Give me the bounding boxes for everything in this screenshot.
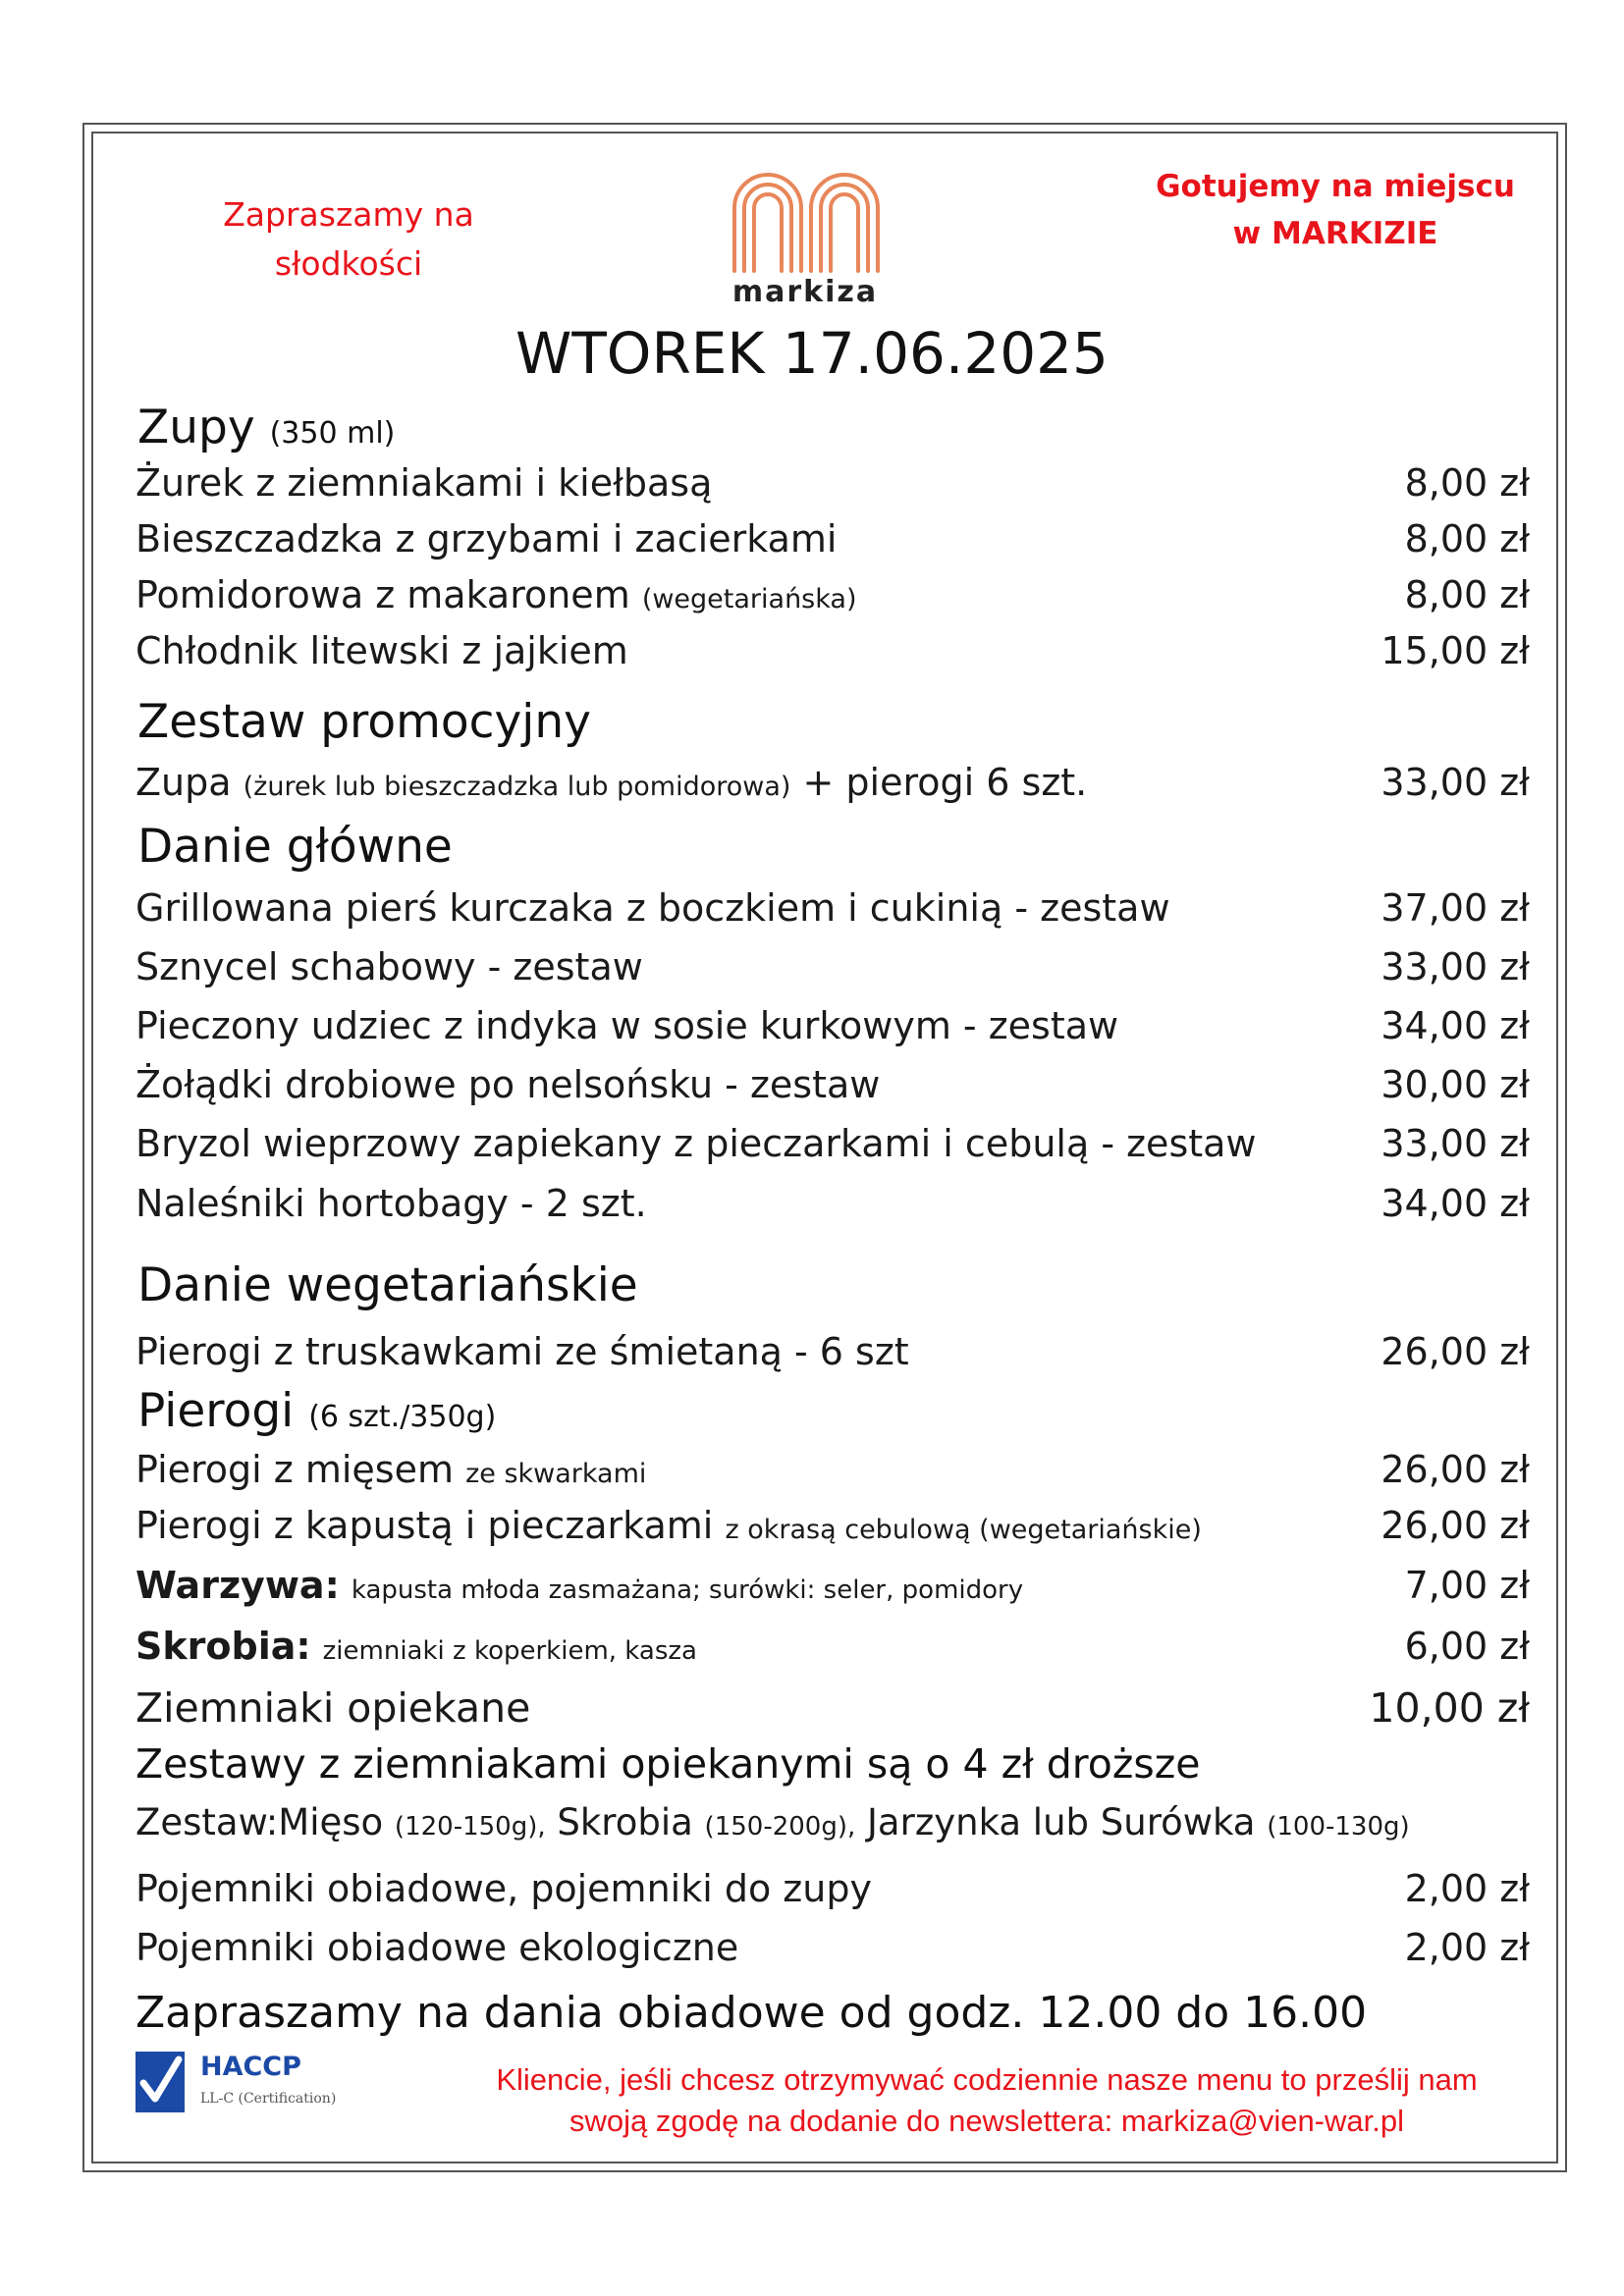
pierogi-note: ze skwarkami xyxy=(465,1459,647,1489)
haccp-subtitle: LL-C (Certification) xyxy=(200,2091,337,2107)
starch-wrap xyxy=(135,1625,697,1668)
soup-row xyxy=(135,517,1530,566)
soup-price: 8,00 zł xyxy=(1404,461,1530,505)
soup-name-wrap xyxy=(135,573,857,616)
roasted-potatoes-note: Zestawy z ziemniakami opiekanymi są o 4 zł droższe xyxy=(135,1740,1201,1788)
roasted-potatoes-row xyxy=(135,1684,1530,1734)
sweets-invite-line-1: Zapraszamy na xyxy=(223,195,474,234)
section-soups-note: (350 ml) xyxy=(269,416,396,451)
newsletter-invite xyxy=(422,2059,1551,2142)
set-weight-1: (120-150g), xyxy=(394,1812,546,1842)
section-soups-label: Zupy xyxy=(137,400,255,454)
section-pierogi-note: (6 szt./350g) xyxy=(308,1400,497,1434)
container-price: 2,00 zł xyxy=(1404,1867,1530,1910)
main-price: 37,00 zł xyxy=(1380,886,1530,930)
starch-desc: ziemniaki z koperkiem, kasza xyxy=(322,1636,697,1666)
soup-row xyxy=(135,461,1530,510)
set-weight-2: (150-200g), xyxy=(704,1812,856,1842)
section-soups-title xyxy=(137,400,395,454)
haccp-check-icon xyxy=(135,2052,185,2112)
vegetables-row xyxy=(135,1564,1530,1613)
main-price: 34,00 zł xyxy=(1380,1004,1530,1047)
promo-price: 33,00 zł xyxy=(1380,761,1530,804)
section-mains-title: Danie główne xyxy=(137,820,453,874)
set-weight-3: (100-130g) xyxy=(1267,1812,1410,1842)
section-vege-title: Danie wegetariańskie xyxy=(137,1258,638,1312)
pierogi-row xyxy=(135,1504,1530,1553)
pierogi-row xyxy=(135,1448,1530,1497)
soup-name: Bieszczadzka z grzybami i zacierkami xyxy=(135,517,838,561)
section-pierogi-title xyxy=(137,1384,496,1438)
main-row xyxy=(135,1182,1530,1231)
main-name: Grillowana pierś kurczaka z boczkiem i cukinią - zestaw xyxy=(135,886,1170,930)
sweets-invite-line-2: słodkości xyxy=(274,244,423,283)
promo-suffix: + pierogi 6 szt. xyxy=(802,761,1088,804)
main-name: Pieczony udziec z indyka w sosie kurkowym - zestaw xyxy=(135,1004,1119,1047)
cooking-note-line-1: Gotujemy na miejscu xyxy=(1156,169,1515,204)
vege-name: Pierogi z truskawkami ze śmietaną - 6 szt xyxy=(135,1330,909,1373)
newsletter-line-1: Kliencie, jeśli chcesz otrzymywać codziennie nasze menu to prześlij nam xyxy=(496,2062,1478,2097)
container-row xyxy=(135,1926,1530,1975)
soup-name: Żurek z ziemniakami i kiełbasą xyxy=(135,461,713,505)
pierogi-note: z okrasą cebulową (wegetariańskie) xyxy=(725,1515,1202,1545)
section-promo-title: Zestaw promocyjny xyxy=(137,695,591,749)
set-lead: Zestaw:Mięso xyxy=(135,1801,384,1843)
pierogi-price: 26,00 zł xyxy=(1380,1448,1530,1491)
section-pierogi-label: Pierogi xyxy=(137,1384,295,1438)
soup-row xyxy=(135,573,1530,622)
set-definition xyxy=(135,1801,1410,1843)
container-row xyxy=(135,1867,1530,1916)
promo-name-wrap xyxy=(135,761,1087,804)
soup-price: 15,00 zł xyxy=(1380,629,1530,672)
main-row xyxy=(135,886,1530,935)
container-name: Pojemniki obiadowe ekologiczne xyxy=(135,1926,739,1969)
pierogi-price: 26,00 zł xyxy=(1380,1504,1530,1547)
vegetables-price: 7,00 zł xyxy=(1404,1564,1530,1607)
logo-wordmark: markiza xyxy=(731,275,879,309)
main-row xyxy=(135,1063,1530,1112)
pierogi-name: Pierogi z mięsem xyxy=(135,1448,454,1491)
vegetables-desc: kapusta młoda zasmażana; surówki: seler, pomidory xyxy=(351,1575,1024,1605)
starch-price: 6,00 zł xyxy=(1404,1625,1530,1668)
lunch-hours: Zapraszamy na dania obiadowe od godz. 12.00 do 16.00 xyxy=(135,1988,1368,2038)
promo-note: (żurek lub bieszczadzka lub pomidorowa) xyxy=(243,772,791,802)
main-name: Naleśniki hortobagy - 2 szt. xyxy=(135,1182,647,1225)
main-price: 34,00 zł xyxy=(1380,1182,1530,1225)
vege-price: 26,00 zł xyxy=(1380,1330,1530,1373)
menu-date: WTOREK 17.06.2025 xyxy=(515,320,1109,387)
newsletter-line-2: swoją zgodę na dodanie do newslettera: markiza@vien-war.pl xyxy=(569,2104,1404,2138)
main-name: Żołądki drobiowe po nelsońsku - zestaw xyxy=(135,1063,881,1106)
vegetables-wrap xyxy=(135,1564,1023,1607)
main-row xyxy=(135,945,1530,994)
soup-note: (wegetariańska) xyxy=(641,584,857,614)
set-veg: Jarzynka lub Surówka xyxy=(867,1801,1256,1843)
main-name: Sznycel schabowy - zestaw xyxy=(135,945,643,988)
vege-row xyxy=(135,1330,1530,1379)
haccp-badge xyxy=(135,2052,337,2120)
main-name: Bryzol wieprzowy zapiekany z pieczarkami i cebulą - zestaw xyxy=(135,1122,1257,1165)
soup-name: Pomidorowa z makaronem xyxy=(135,573,630,616)
roasted-potatoes-price: 10,00 zł xyxy=(1369,1684,1530,1732)
main-price: 33,00 zł xyxy=(1380,1122,1530,1165)
promo-name: Zupa xyxy=(135,761,232,804)
haccp-title: HACCP xyxy=(200,2052,301,2082)
promo-row xyxy=(135,761,1530,810)
pierogi-name-wrap xyxy=(135,1504,1202,1547)
main-price: 30,00 zł xyxy=(1380,1063,1530,1106)
main-row xyxy=(135,1004,1530,1053)
pierogi-name-wrap xyxy=(135,1448,646,1491)
main-price: 33,00 zł xyxy=(1380,945,1530,988)
cooking-note xyxy=(1149,163,1522,257)
markiza-logo-icon xyxy=(729,169,884,275)
sweets-invite xyxy=(196,190,501,289)
starch-label: Skrobia: xyxy=(135,1625,311,1668)
container-name: Pojemniki obiadowe, pojemniki do zupy xyxy=(135,1867,872,1910)
soup-name: Chłodnik litewski z jajkiem xyxy=(135,629,628,672)
starch-row xyxy=(135,1625,1530,1674)
main-row xyxy=(135,1122,1530,1171)
pierogi-name: Pierogi z kapustą i pieczarkami xyxy=(135,1504,714,1547)
vegetables-label: Warzywa: xyxy=(135,1564,340,1607)
cooking-note-line-2: w MARKIZIE xyxy=(1232,216,1438,251)
soup-row xyxy=(135,629,1530,678)
container-price: 2,00 zł xyxy=(1404,1926,1530,1969)
roasted-potatoes-name: Ziemniaki opiekane xyxy=(135,1684,531,1732)
set-starch: Skrobia xyxy=(557,1801,693,1843)
soup-price: 8,00 zł xyxy=(1404,573,1530,616)
soup-price: 8,00 zł xyxy=(1404,517,1530,561)
